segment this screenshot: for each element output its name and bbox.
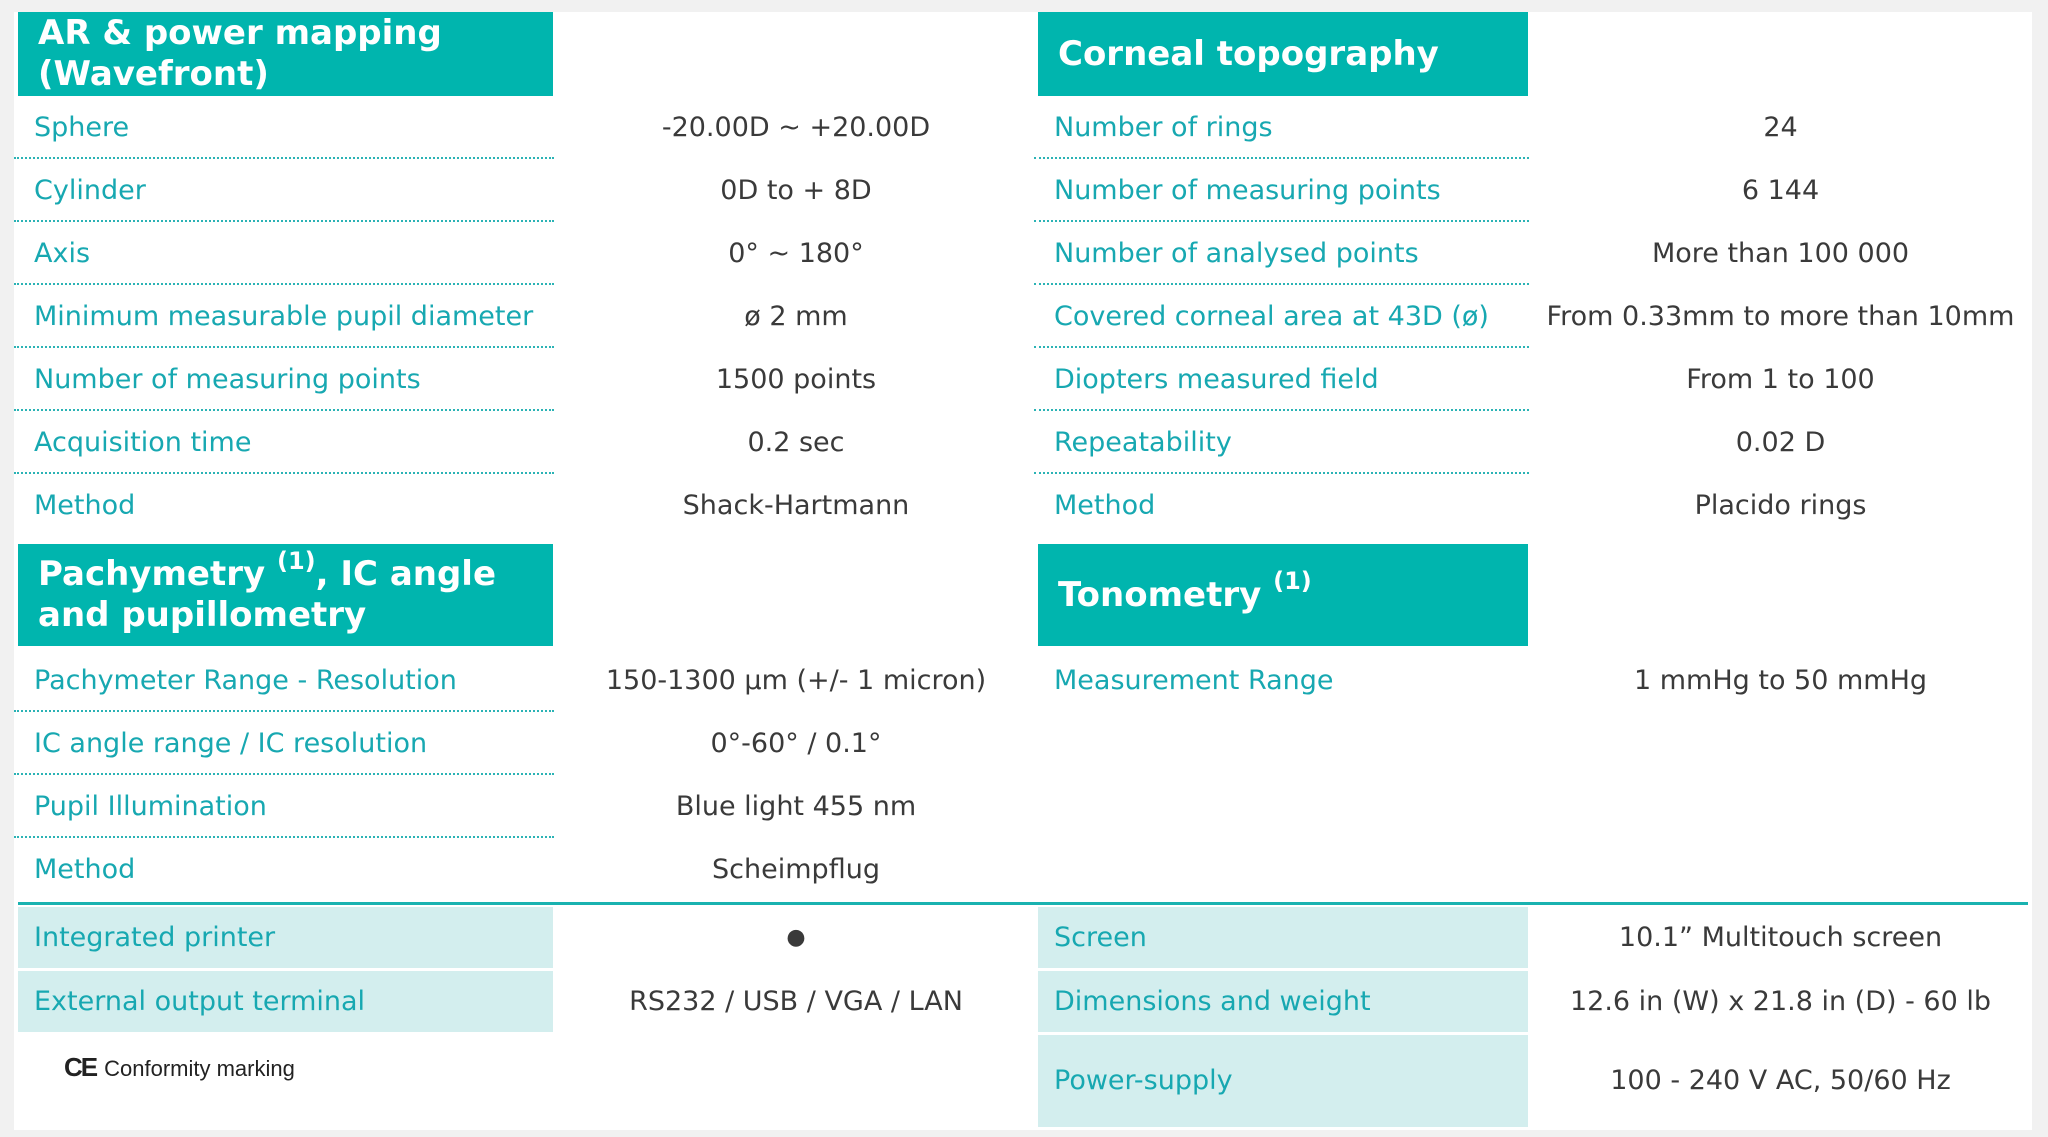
- topography-title: Corneal topography: [1058, 33, 1439, 74]
- general-row-power: [1038, 1035, 1528, 1127]
- row-label: Diopters measured field: [1054, 364, 1379, 395]
- row-value: ●: [786, 925, 806, 950]
- pachymetry-title-line1: [38, 546, 497, 595]
- row-value: 10.1” Multitouch screen: [1618, 922, 1943, 953]
- topography-row-corneal-area: [1034, 285, 1529, 348]
- row-value: Shack-Hartmann: [682, 490, 910, 521]
- row-value: 1500 points: [715, 364, 877, 395]
- general-row-printer: [18, 907, 553, 968]
- row-value: 24: [1763, 112, 1798, 143]
- topography-row-repeatability: [1034, 411, 1529, 474]
- footnote-marker: (1): [1273, 567, 1312, 596]
- row-value: -20.00D ~ +20.00D: [661, 112, 931, 143]
- ce-mark-icon: CE: [64, 1052, 97, 1082]
- row-label: Minimum measurable pupil diameter: [34, 301, 534, 332]
- topography-row-analysed-points: [1034, 222, 1529, 285]
- row-label: Number of rings: [1054, 112, 1273, 143]
- pachymetry-row-method: [14, 838, 554, 901]
- wavefront-header: [18, 12, 553, 96]
- wavefront-row-method: [14, 474, 554, 537]
- general-row-output: [18, 971, 553, 1032]
- tonometry-row-range: [1034, 649, 1529, 712]
- row-value: From 0.33mm to more than 10mm: [1546, 301, 2015, 332]
- pachymetry-row-ic-angle: [14, 712, 554, 775]
- topography-row-rings: [1034, 96, 1529, 159]
- row-value: 0°-60° / 0.1°: [710, 728, 882, 759]
- pachymetry-header: [18, 544, 553, 646]
- ce-text: Conformity marking: [104, 1056, 295, 1081]
- row-value: 6 144: [1741, 175, 1820, 206]
- row-label: Number of measuring points: [34, 364, 421, 395]
- tonometry-title: [1058, 567, 1312, 616]
- row-label: Power-supply: [1054, 1065, 1233, 1096]
- wavefront-row-cylinder: [14, 159, 554, 222]
- wavefront-row-points: [14, 348, 554, 411]
- row-value: 100 - 240 V AC, 50/60 Hz: [1610, 1065, 1951, 1096]
- row-label: Method: [1054, 490, 1156, 521]
- row-label: Acquisition time: [34, 427, 252, 458]
- row-label: Cylinder: [34, 175, 146, 206]
- wavefront-title-line1: AR & power mapping: [38, 13, 442, 53]
- row-value: Blue light 455 nm: [675, 791, 917, 822]
- wavefront-title-line2: (Wavefront): [38, 54, 269, 94]
- row-value: 0.02 D: [1735, 427, 1826, 458]
- topography-header: [1038, 12, 1528, 96]
- row-label: Screen: [1054, 922, 1147, 953]
- row-value: 12.6 in (W) x 21.8 in (D) - 60 lb: [1569, 986, 1992, 1017]
- row-value: 0D to + 8D: [720, 175, 872, 206]
- section-divider: [18, 902, 2028, 905]
- pachymetry-title-part1: Pachymetry: [38, 554, 277, 594]
- row-value: Placido rings: [1694, 490, 1867, 521]
- row-label: Sphere: [34, 112, 130, 143]
- topography-row-diopters: [1034, 348, 1529, 411]
- pachymetry-row-range: [14, 649, 554, 712]
- tonometry-header: [1038, 544, 1528, 646]
- pachymetry-title-line2: and pupillometry: [38, 595, 367, 635]
- row-label: IC angle range / IC resolution: [34, 728, 428, 759]
- row-label: Number of measuring points: [1054, 175, 1441, 206]
- wavefront-row-axis: [14, 222, 554, 285]
- row-label: Integrated printer: [34, 922, 276, 953]
- row-value: RS232 / USB / VGA / LAN: [629, 986, 963, 1017]
- wavefront-row-sphere: [14, 96, 554, 159]
- pachymetry-title-part2: , IC angle: [315, 554, 497, 594]
- topography-row-measuring-points: [1034, 159, 1529, 222]
- row-label: Pachymeter Range - Resolution: [34, 665, 457, 696]
- row-label: Measurement Range: [1054, 665, 1334, 696]
- row-value: Scheimpflug: [712, 854, 880, 885]
- general-row-dimensions: [1038, 971, 1528, 1032]
- row-label: Method: [34, 490, 136, 521]
- footnote-marker: (1): [276, 546, 316, 575]
- tonometry-title-text: Tonometry: [1058, 574, 1274, 615]
- row-label: Method: [34, 854, 136, 885]
- row-label: Covered corneal area at 43D (ø): [1054, 301, 1489, 332]
- row-label: Dimensions and weight: [1054, 986, 1371, 1017]
- row-label: External output terminal: [34, 986, 366, 1017]
- row-label: Number of analysed points: [1054, 238, 1419, 269]
- ce-conformity: [64, 1052, 295, 1083]
- topography-row-method: [1034, 474, 1529, 537]
- row-value: ø 2 mm: [744, 301, 848, 332]
- spec-sheet: [14, 12, 2032, 1130]
- row-value: 0.2 sec: [747, 427, 845, 458]
- row-value: More than 100 000: [1651, 238, 1910, 269]
- row-value: From 1 to 100: [1686, 364, 1875, 395]
- row-label: Repeatability: [1054, 427, 1232, 458]
- row-value: 1 mmHg to 50 mmHg: [1633, 665, 1928, 696]
- pachymetry-row-illumination: [14, 775, 554, 838]
- row-value: 0° ~ 180°: [728, 238, 864, 269]
- wavefront-row-acquisition: [14, 411, 554, 474]
- wavefront-row-pupil: [14, 285, 554, 348]
- row-label: Axis: [34, 238, 91, 269]
- general-row-screen: [1038, 907, 1528, 968]
- row-value: 150-1300 µm (+/- 1 micron): [605, 665, 987, 696]
- row-label: Pupil Illumination: [34, 791, 267, 822]
